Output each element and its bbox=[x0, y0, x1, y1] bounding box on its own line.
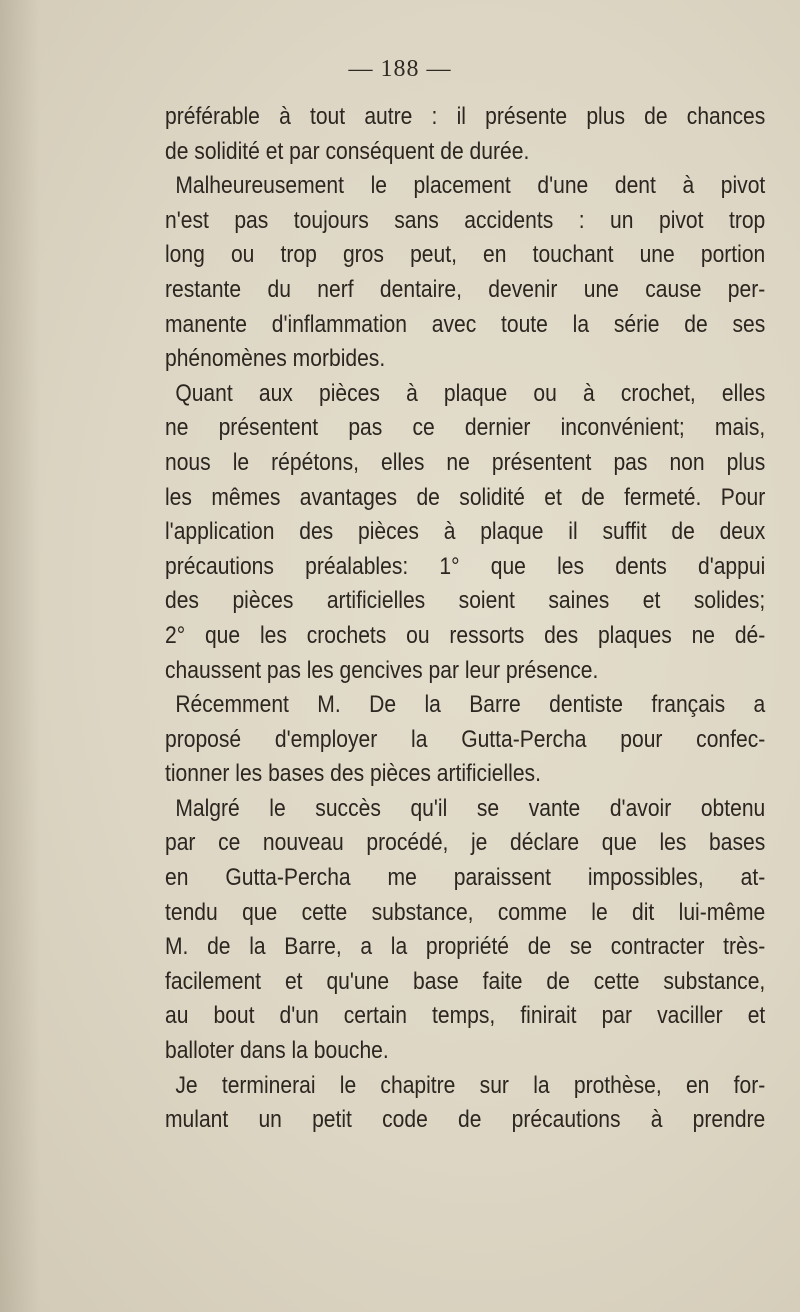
text-line: manente d'inflammation avec toute la série de ses bbox=[165, 310, 766, 338]
text-line: Malheureusement le placement d'une dent à pivot bbox=[175, 172, 766, 200]
text-line: préférable à tout autre : il présente plus de chances bbox=[165, 103, 766, 130]
text-line: l'application des pièces à plaque il suffit de deux bbox=[165, 518, 766, 546]
text-line: Je terminerai le chapitre sur la prothèse, en for- bbox=[175, 1071, 766, 1099]
text-line: de solidité et par conséquent de durée. bbox=[165, 137, 530, 165]
text-line: tionner les bases des pièces artificielles. bbox=[165, 760, 541, 788]
text-line: des pièces artificielles soient saines et solides; bbox=[165, 587, 766, 615]
text-line: M. de la Barre, a la propriété de se contracter très- bbox=[165, 933, 766, 961]
text-line: par ce nouveau procédé, je déclare que les bases bbox=[165, 829, 766, 857]
text-line: restante du nerf dentaire, devenir une cause per- bbox=[165, 275, 766, 303]
text-line: n'est pas toujours sans accidents : un pivot trop bbox=[165, 206, 766, 234]
body-text bbox=[165, 100, 766, 1138]
text-line: facilement et qu'une base faite de cette substance, bbox=[165, 967, 766, 995]
text-line: tendu que cette substance, comme le dit lui-même bbox=[165, 898, 766, 926]
text-line: précautions préalables: 1° que les dents d'appui bbox=[165, 552, 766, 580]
text-line: au bout d'un certain temps, finirait par vaciller et bbox=[165, 1002, 766, 1030]
text-line: Quant aux pièces à plaque ou à crochet, elles bbox=[175, 379, 766, 407]
text-line: phénomènes morbides. bbox=[165, 345, 386, 373]
text-line: proposé d'employer la Gutta-Percha pour confec- bbox=[165, 725, 766, 753]
page-number: — 188 — bbox=[348, 56, 452, 82]
text-line: nous le répétons, elles ne présentent pas non plus bbox=[165, 448, 766, 476]
page-gutter-shadow bbox=[0, 0, 40, 1312]
text-line: Récemment M. De la Barre dentiste français a bbox=[175, 691, 766, 719]
text-line: Malgré le succès qu'il se vante d'avoir obtenu bbox=[175, 794, 766, 822]
text-line: ne présentent pas ce dernier inconvénient; mais, bbox=[165, 414, 766, 442]
text-line: balloter dans la bouche. bbox=[165, 1037, 389, 1065]
text-line: long ou trop gros peut, en touchant une portion bbox=[165, 241, 766, 269]
text-line: les mêmes avantages de solidité et de fermeté. Pour bbox=[165, 483, 766, 511]
text-line: en Gutta-Percha me paraissent impossibles, at- bbox=[165, 864, 766, 892]
text-line: mulant un petit code de précautions à prendre bbox=[165, 1106, 766, 1134]
text-line: chaussent pas les gencives par leur présence. bbox=[165, 656, 599, 684]
text-line: 2° que les crochets ou ressorts des plaques ne dé- bbox=[165, 621, 766, 649]
